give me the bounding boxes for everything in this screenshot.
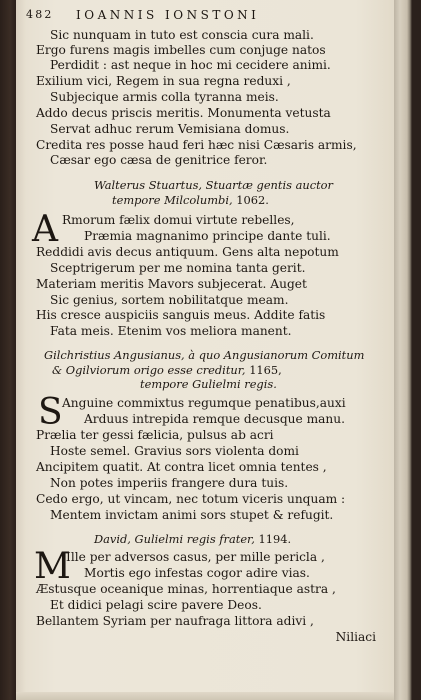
section-heading: Walterus Stuartus, Stuartæ gentis auctor <box>94 178 333 192</box>
section-heading: David, Gulielmi regis frater, 1194. <box>94 532 292 546</box>
section-year: 1165, <box>249 363 282 377</box>
verse-line: Sceptrigerum per me nomina tanta gerit. <box>50 261 306 275</box>
verse-line: Addo decus priscis meritis. Monumenta vetusta <box>36 106 331 120</box>
verse-line: Præmia magnanimo principe dante tuli. <box>84 229 331 243</box>
drop-cap: S <box>38 392 63 433</box>
verse-line: Prælia ter gessi fælicia, pulsus ab acri <box>36 428 274 442</box>
verse-line: Et didici pelagi scire pavere Deos. <box>50 598 262 612</box>
section-heading-line2: tempore Milcolumbi, 1062. <box>112 193 269 207</box>
section-year: 1194. <box>258 532 292 546</box>
verse-line: Arduus intrepida remque decusque manu. <box>84 412 345 426</box>
verse-line: Exilium vici, Regem in sua regna reduxi , <box>36 74 291 88</box>
verse-line: Non potes imperiis frangere dura tuis. <box>50 476 289 490</box>
verse-line: Materiam meritis Mavors subjecerat. Auget <box>36 277 307 291</box>
verse-line: Servat adhuc rerum Vemisiana domus. <box>50 122 290 136</box>
running-title: IOANNIS IONSTONI <box>76 8 260 22</box>
drop-cap: A <box>32 209 58 250</box>
drop-cap: M <box>34 546 71 587</box>
verse-line: Credita res posse haud feri hæc nisi Cæsaris armis, <box>36 138 357 152</box>
verse-line: Ille per adversos casus, per mille pericla , <box>66 550 325 564</box>
verse-line: Ancipitem quatit. At contra licet omnia tentes , <box>36 460 327 474</box>
verse-line: Ergo furens magis imbelles cum conjuge natos <box>36 43 326 57</box>
verse-line: Sic genius, sortem nobilitatque meam. <box>50 293 289 307</box>
verse-line: Bellantem Syriam per naufraga littora adivi , <box>36 614 314 628</box>
verse-line: Subjecique armis colla tyranna meis. <box>50 90 279 104</box>
verse-line: His cresce auspiciis sanguis meus. Addite fatis <box>36 308 326 322</box>
section-heading-line3: tempore Gulielmi regis. <box>140 377 277 391</box>
verse-line: Perdidit : ast neque in hoc mi cecidere animi. <box>50 58 331 72</box>
verse-line: Reddidi avis decus antiquum. Gens alta nepotum <box>36 245 339 259</box>
verse-line: Fata meis. Etenim vos meliora manent. <box>50 324 292 338</box>
verse-line: Sic nunquam in tuto est conscia cura mali. <box>50 28 314 42</box>
verse-line: Anguine commixtus regumque penatibus,auxi <box>62 396 346 410</box>
verse-line: Æstusque oceanique minas, horrentiaque astra , <box>36 582 336 596</box>
verse-line: Cedo ergo, ut vincam, nec totum viceris unquam : <box>36 492 346 506</box>
section-year: 1062. <box>236 193 269 207</box>
verse-line: Mentem invictam animi sors stupet & refugit. <box>50 508 334 522</box>
book-page <box>16 0 394 700</box>
verse-line: Rmorum fælix domui virtute rebelles, <box>62 213 295 227</box>
verse-line: Cæsar ego cæsa de genitrice feror. <box>50 153 268 167</box>
verse-line: Hoste semel. Gravius sors violenta domi <box>50 444 299 458</box>
section-heading-line2: & Ogilviorum origo esse creditur, 1165, <box>52 363 282 377</box>
page-number: 482 <box>26 8 54 21</box>
page-edge <box>16 692 394 700</box>
verse-line: Mortis ego infestas cogor adire vias. <box>84 566 310 580</box>
catchword: Niliaci <box>335 630 376 644</box>
section-heading: Gilchristius Angusianus, à quo Angusianorum Comitum <box>44 348 365 362</box>
